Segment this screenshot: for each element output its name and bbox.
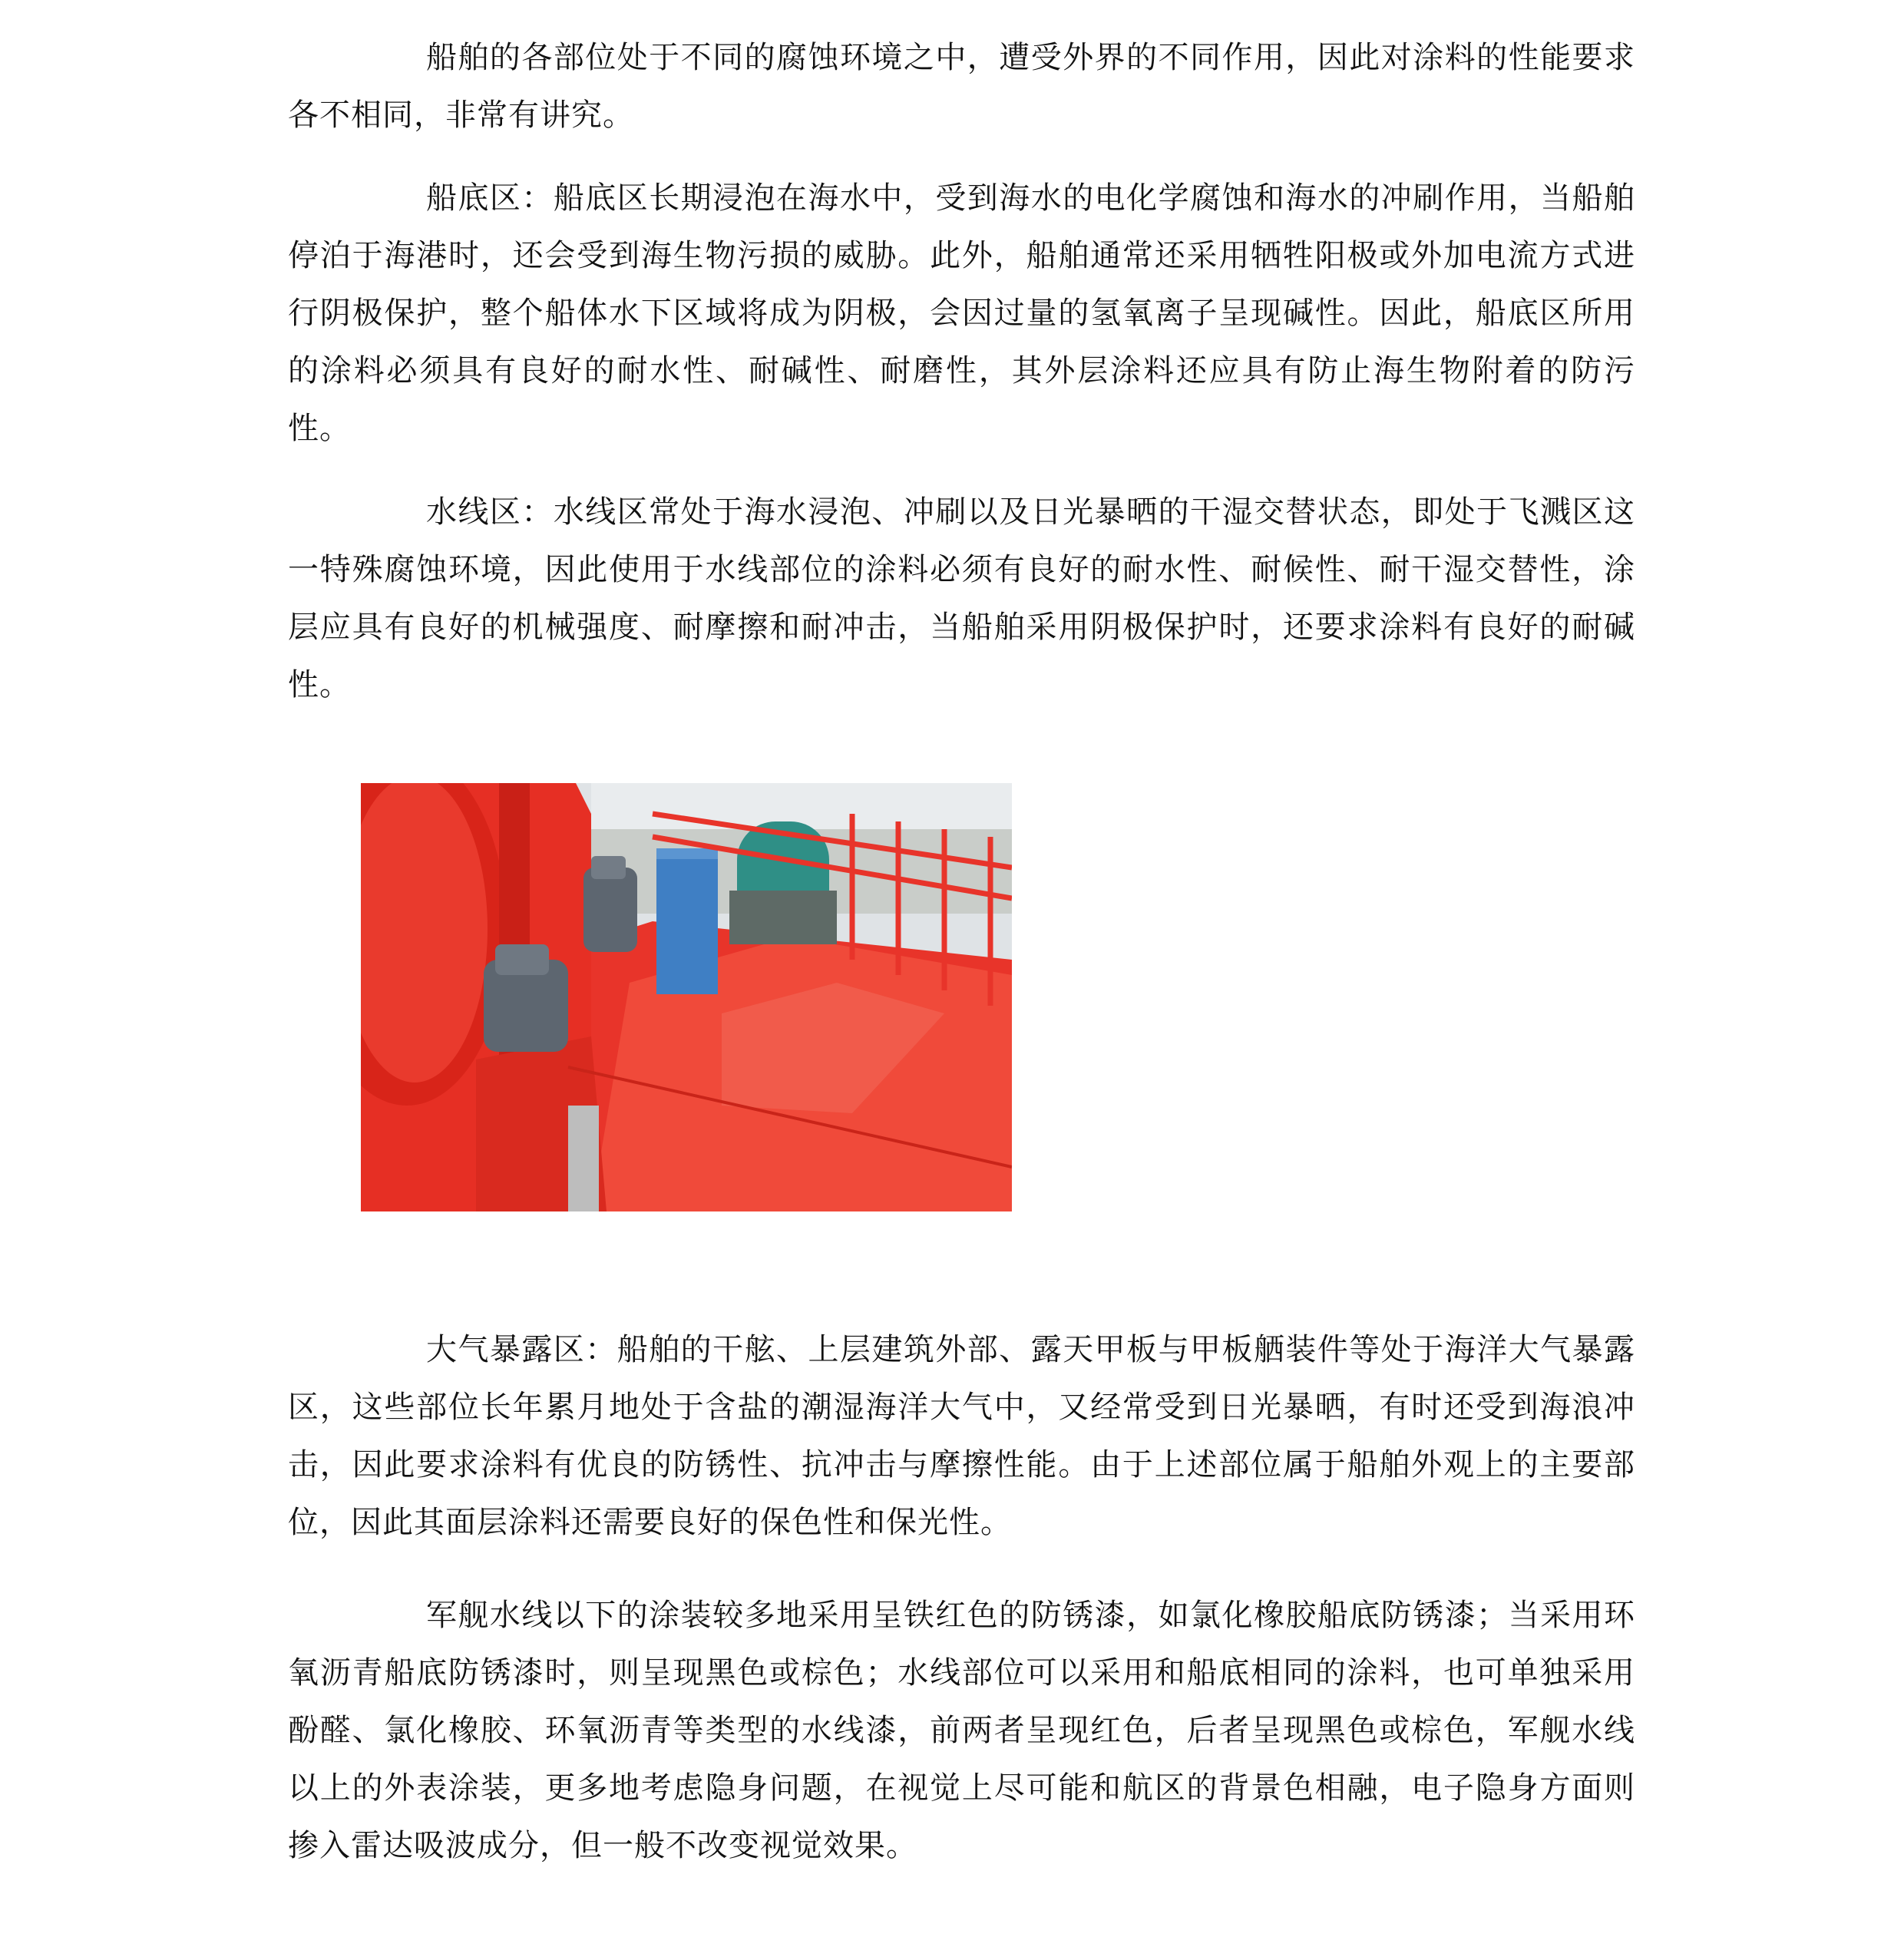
paragraph-waterline-zone: 水线区：水线区常处于海水浸泡、冲刷以及日光暴晒的干湿交替状态，即处于飞溅区这一特殊腐蚀环境，因此使用于水线部位的涂料必须有良好的耐水性、耐候性、耐干湿交替性，涂层应具有良好的机械强度、耐摩擦和耐冲击，当船舶采用阴极保护时，还要求涂料有良好的耐碱性。 [288,494,1635,702]
ship-deck-illustration [361,783,1012,1211]
paragraph-bottom-zone: 船底区：船底区长期浸泡在海水中，受到海水的电化学腐蚀和海水的冲刷作用，当船舶停泊于海港时，还会受到海生物污损的威胁。此外，船舶通常还采用牺牲阳极或外加电流方式进行阴极保护，整个船体水下区域将成为阴极，会因过量的氢氧离子呈现碱性。因此，船底区所用的涂料必须具有良好的耐水性、耐碱性、耐磨性，其外层涂料还应具有防止海生物附着的防污性。 [288,180,1635,446]
paragraph-atmosphere-zone: 大气暴露区：船舶的干舷、上层建筑外部、露天甲板与甲板舾装件等处于海洋大气暴露区，这些部位长年累月地处于含盐的潮湿海洋大气中，又经常受到日光暴晒，有时还受到海浪冲击，因此要求涂料有优良的防锈性、抗冲击与摩擦性能。由于上述部位属于船舶外观上的主要部位，因此其面层涂料还需要良好的保色性和保光性。 [288,1332,1635,1540]
paragraph-intro: 船舶的各部位处于不同的腐蚀环境之中，遭受外界的不同作用，因此对涂料的性能要求各不相同，非常有讲究。 [288,40,1635,133]
ship-deck-photo [361,783,1012,1211]
paragraph-warship: 军舰水线以下的涂装较多地采用呈铁红色的防锈漆，如氯化橡胶船底防锈漆；当采用环氧沥青船底防锈漆时，则呈现黑色或棕色；水线部位可以采用和船底相同的涂料，也可单独采用酚醛、氯化橡胶、环氧沥青等类型的水线漆，前两者呈现红色，后者呈现黑色或棕色，军舰水线以上的外表涂装，更多地考虑隐身问题，在视觉上尽可能和航区的背景色相融，电子隐身方面则掺入雷达吸波成分，但一般不改变视觉效果。 [288,1598,1635,1863]
